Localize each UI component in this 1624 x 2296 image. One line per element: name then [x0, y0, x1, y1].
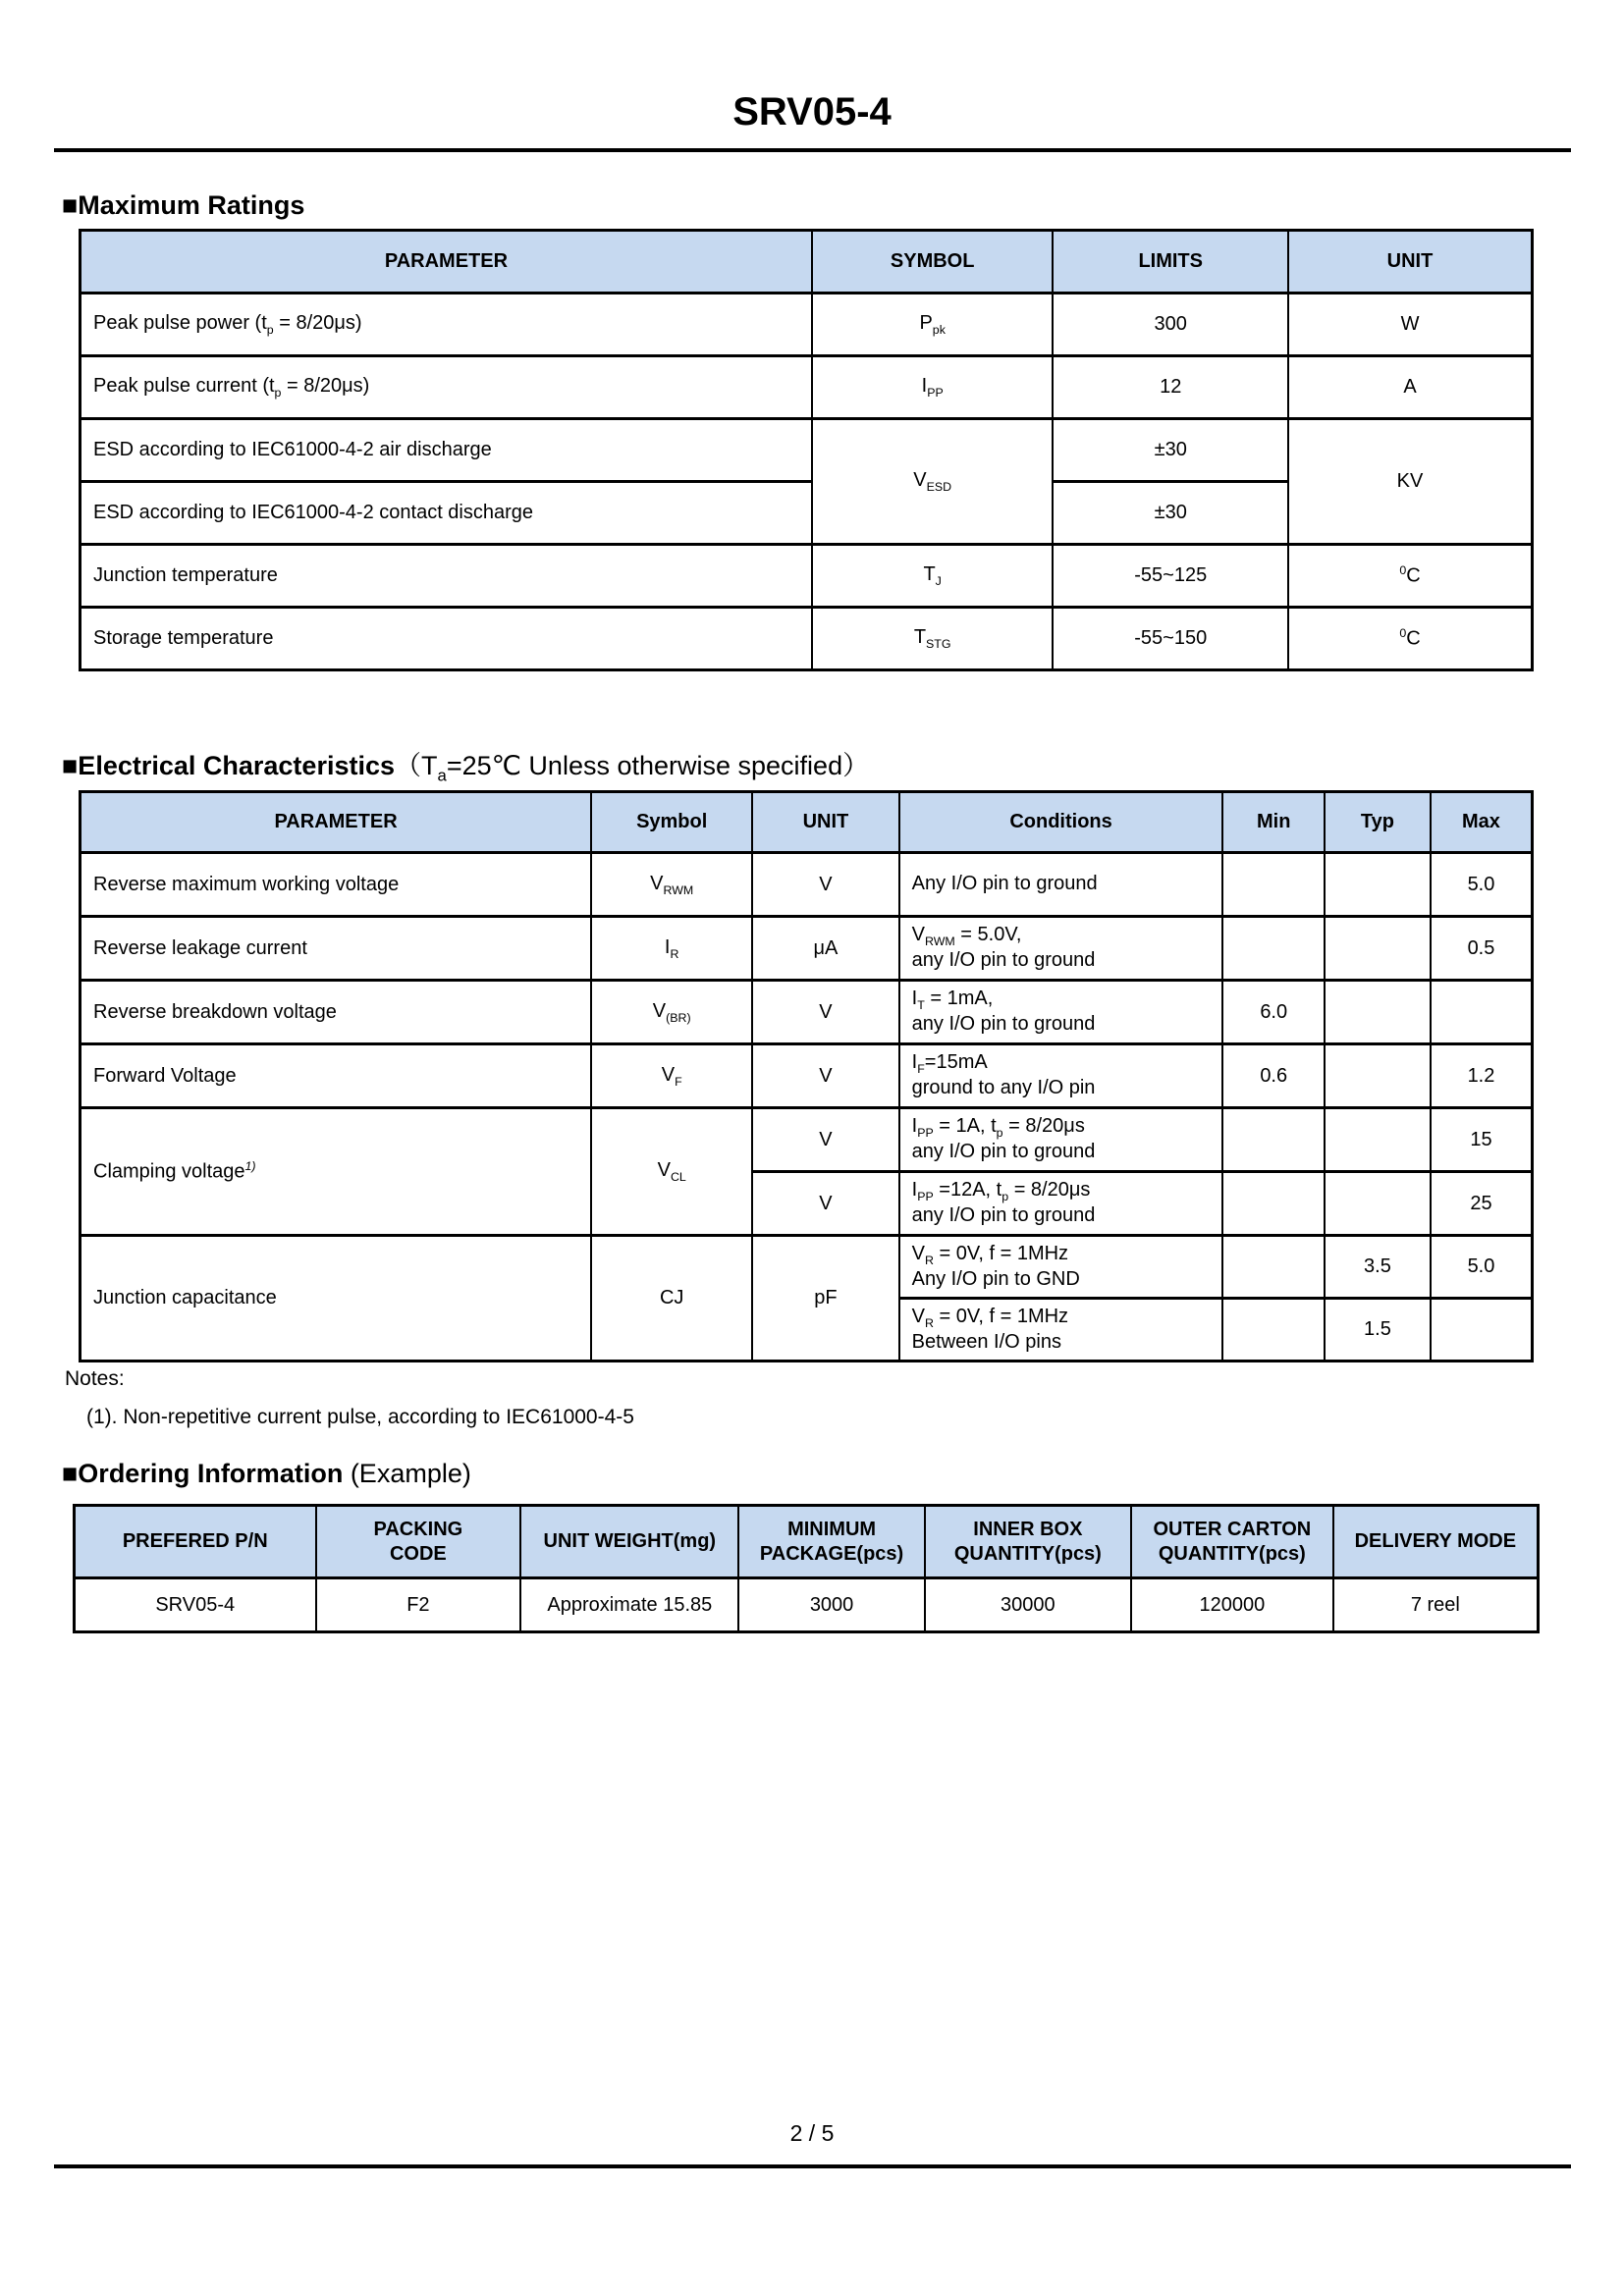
typ-cell: [1325, 981, 1431, 1044]
min-cell: [1222, 1236, 1325, 1299]
condition-text: = 0V, f = 1MHz: [933, 1242, 1069, 1264]
parameter-cell: [81, 356, 812, 419]
max-ratings-header-row: [81, 231, 1533, 294]
parameter-subscript: p: [274, 386, 282, 400]
heading-paren-rest: =25℃ Unless otherwise specified）: [446, 751, 870, 780]
table-row: [81, 853, 1533, 917]
symbol-cell: [812, 419, 1054, 545]
condition-line: any I/O pin to ground: [911, 1141, 1096, 1163]
symbol-subscript: pk: [932, 323, 946, 337]
condition-text: = 1A, t: [933, 1115, 997, 1138]
condition-line: [912, 1051, 1215, 1077]
condition-subscript: p: [996, 1126, 1003, 1141]
condition-text: V: [911, 1242, 925, 1264]
unit-cell: V: [752, 1172, 898, 1236]
parameter-cell: Storage temperature: [81, 608, 812, 670]
unit-cell: pF: [752, 1236, 898, 1362]
limits-cell: ±30: [1053, 419, 1288, 482]
condition-line: [912, 1243, 1215, 1268]
condition-subscript: F: [917, 1062, 925, 1077]
condition-line: any I/O pin to ground: [911, 949, 1096, 972]
column-header-symbol: SYMBOL: [812, 231, 1054, 294]
max-cell: 5.0: [1431, 1236, 1533, 1299]
header-text: PACKING CODE: [373, 1518, 463, 1565]
column-header-unit-weight: [520, 1506, 738, 1578]
table-row: [81, 1108, 1533, 1172]
unit-cell: V: [752, 981, 898, 1044]
symbol-cell: [591, 853, 752, 917]
min-cell: [1222, 917, 1325, 981]
column-header-symbol: Symbol: [591, 792, 752, 853]
parameter-cell: Junction temperature: [81, 545, 812, 608]
unit-text: C: [1406, 627, 1421, 650]
symbol-cell: CJ: [591, 1236, 752, 1362]
max-cell: 15: [1431, 1108, 1533, 1172]
table-row: [81, 1044, 1533, 1108]
unit-cell: V: [752, 1108, 898, 1172]
symbol-subscript: CL: [670, 1170, 686, 1184]
typ-cell: [1325, 853, 1431, 917]
symbol-subscript: RWM: [663, 882, 694, 897]
condition-line: [912, 1115, 1215, 1141]
column-header-parameter: PARAMETER: [81, 792, 592, 853]
parameter-cell: ESD according to IEC61000-4-2 contact discharge: [81, 482, 812, 545]
column-header-prefered-pn: [75, 1506, 316, 1578]
condition-text: V: [911, 924, 925, 946]
unit-cell: W: [1288, 294, 1532, 356]
max-cell: 1.2: [1431, 1044, 1533, 1108]
min-cell: [1222, 1299, 1325, 1362]
typ-cell: [1325, 1172, 1431, 1236]
unit-cell: [1288, 608, 1532, 670]
parameter-cell: ESD according to IEC61000-4-2 air discharge: [81, 419, 812, 482]
condition-line: [912, 988, 1215, 1013]
notes-label: Notes:: [65, 1367, 125, 1390]
conditions-cell: [899, 1108, 1223, 1172]
parameter-cell: [81, 294, 812, 356]
column-header-unit: UNIT: [1288, 231, 1532, 294]
unit-cell: μA: [752, 917, 898, 981]
condition-subscript: RWM: [924, 934, 955, 949]
table-row: [81, 917, 1533, 981]
unit-cell: A: [1288, 356, 1532, 419]
symbol-base: T: [913, 626, 927, 648]
heading-example-text: (Example): [343, 1459, 471, 1488]
note-item: (1). Non-repetitive current pulse, according to IEC61000-4-5: [86, 1406, 634, 1428]
typ-cell: 1.5: [1325, 1299, 1431, 1362]
parameter-text: = 8/20μs): [273, 312, 362, 334]
header-text: INNER BOX QUANTITY(pcs): [953, 1518, 1102, 1565]
page-number: 2 / 5: [789, 2120, 835, 2146]
heading-condition-text: [395, 751, 870, 785]
table-row: [81, 608, 1533, 670]
conditions-cell: [899, 853, 1223, 917]
condition-line: [912, 1179, 1215, 1204]
unit-cell: V: [752, 1044, 898, 1108]
ordering-header-row: [75, 1506, 1539, 1578]
condition-text: I: [911, 988, 918, 1010]
table-row: [81, 294, 1533, 356]
symbol-subscript: J: [935, 574, 942, 588]
condition-subscript: PP: [917, 1126, 934, 1141]
parameter-subscript: p: [266, 323, 274, 337]
heading-bold-text: ■Electrical Characteristics: [62, 751, 395, 780]
header-divider: [54, 148, 1571, 152]
page-title: SRV05-4: [732, 90, 892, 133]
unit-superscript: 0: [1399, 563, 1407, 578]
table-row: [81, 545, 1533, 608]
maximum-ratings-table: [79, 229, 1534, 671]
table-row: [81, 981, 1533, 1044]
limits-cell: -55~150: [1053, 608, 1288, 670]
symbol-cell: [812, 356, 1054, 419]
symbol-subscript: (BR): [666, 1010, 691, 1025]
header-text: DELIVERY MODE: [1354, 1530, 1517, 1553]
symbol-cell: [591, 1044, 752, 1108]
parameter-cell: Reverse leakage current: [81, 917, 592, 981]
section-heading-maximum-ratings: ■Maximum Ratings: [62, 190, 305, 220]
min-cell: 0.6: [1222, 1044, 1325, 1108]
parameter-cell: Reverse maximum working voltage: [81, 853, 592, 917]
condition-text: = 0V, f = 1MHz: [933, 1305, 1069, 1327]
header-text: MINIMUM PACKAGE(pcs): [759, 1518, 904, 1565]
header-text: PREFERED P/N: [122, 1530, 268, 1553]
conditions-cell: [899, 1172, 1223, 1236]
parameter-cell: [81, 1108, 592, 1236]
condition-subscript: p: [1001, 1190, 1009, 1204]
symbol-subscript: F: [675, 1074, 682, 1089]
parameter-text: Peak pulse current (t: [93, 375, 275, 397]
typ-cell: [1325, 1044, 1431, 1108]
condition-line: any I/O pin to ground: [911, 1204, 1096, 1227]
delivery-mode-cell: 7 reel: [1333, 1578, 1539, 1632]
parameter-text: Clamping voltage: [93, 1160, 245, 1183]
column-header-unit: UNIT: [752, 792, 898, 853]
condition-line: Between I/O pins: [911, 1330, 1061, 1353]
symbol-subscript: R: [670, 946, 679, 961]
symbol-base: I: [664, 935, 671, 958]
condition-text: I: [911, 1115, 918, 1138]
max-cell: 25: [1431, 1172, 1533, 1236]
max-cell: 5.0: [1431, 853, 1533, 917]
column-header-min: Min: [1222, 792, 1325, 853]
condition-text: =15mA: [924, 1051, 988, 1074]
condition-text: =12A, t: [933, 1179, 1002, 1201]
limits-cell: ±30: [1053, 482, 1288, 545]
symbol-cell: [591, 917, 752, 981]
typ-cell: [1325, 917, 1431, 981]
section-heading-ordering-information: [62, 1459, 471, 1489]
column-header-parameter: PARAMETER: [81, 231, 812, 294]
heading-paren-open: （T: [395, 751, 438, 780]
unit-text: C: [1406, 564, 1421, 587]
condition-subscript: R: [924, 1315, 934, 1330]
footer-divider: [54, 2164, 1571, 2168]
symbol-base: T: [923, 563, 936, 585]
table-row: [81, 419, 1533, 482]
symbol-subscript: ESD: [926, 480, 952, 494]
unit-cell: KV: [1288, 419, 1532, 545]
min-cell: [1222, 1108, 1325, 1172]
condition-text: V: [911, 1305, 925, 1327]
unit-cell: V: [752, 853, 898, 917]
condition-text: = 8/20μs: [1002, 1115, 1085, 1138]
conditions-cell: [899, 1044, 1223, 1108]
ordering-information-table: [73, 1504, 1540, 1633]
max-cell: [1431, 1299, 1533, 1362]
conditions-cell: [899, 1236, 1223, 1299]
condition-text: I: [911, 1051, 918, 1074]
limits-cell: -55~125: [1053, 545, 1288, 608]
outer-carton-quantity-cell: 120000: [1131, 1578, 1333, 1632]
limits-cell: 300: [1053, 294, 1288, 356]
condition-text: I: [911, 1179, 918, 1201]
header-text: UNIT WEIGHT(mg): [543, 1530, 717, 1553]
symbol-subscript: PP: [927, 386, 944, 400]
symbol-cell: [591, 981, 752, 1044]
typ-cell: [1325, 1108, 1431, 1172]
parameter-footnote-superscript: 1): [244, 1159, 256, 1174]
condition-text: = 8/20μs: [1008, 1179, 1091, 1201]
column-header-limits: LIMITS: [1053, 231, 1288, 294]
section-heading-electrical-characteristics: [62, 744, 869, 785]
symbol-cell: [812, 545, 1054, 608]
symbol-cell: [591, 1108, 752, 1236]
column-header-inner-box-quantity: [925, 1506, 1131, 1578]
minimum-package-cell: 3000: [738, 1578, 924, 1632]
prefered-pn-cell: SRV05-4: [75, 1578, 316, 1632]
parameter-text: Peak pulse power (t: [93, 312, 267, 334]
parameter-cell: Junction capacitance: [81, 1236, 592, 1362]
symbol-base: I: [921, 375, 928, 397]
condition-text: = 5.0V,: [954, 924, 1022, 946]
unit-superscript: 0: [1399, 626, 1407, 641]
max-cell: 0.5: [1431, 917, 1533, 981]
column-header-delivery-mode: [1333, 1506, 1539, 1578]
conditions-cell: [899, 917, 1223, 981]
inner-box-quantity-cell: 30000: [925, 1578, 1131, 1632]
symbol-cell: [812, 294, 1054, 356]
ordering-data-row: [75, 1578, 1539, 1632]
parameter-text: = 8/20μs): [281, 375, 370, 397]
condition-subscript: T: [917, 998, 925, 1013]
column-header-max: Max: [1431, 792, 1533, 853]
condition-text: = 1mA,: [924, 988, 994, 1010]
table-row: [81, 1236, 1533, 1299]
column-header-outer-carton-quantity: [1131, 1506, 1333, 1578]
unit-cell: [1288, 545, 1532, 608]
min-cell: [1222, 853, 1325, 917]
condition-line: Any I/O pin to ground: [911, 873, 1098, 895]
column-header-typ: Typ: [1325, 792, 1431, 853]
heading-ta-subscript: a: [437, 766, 447, 785]
condition-line: Any I/O pin to GND: [911, 1267, 1080, 1290]
parameter-cell: Reverse breakdown voltage: [81, 981, 592, 1044]
packing-code-cell: F2: [316, 1578, 521, 1632]
condition-line: [912, 1306, 1215, 1331]
unit-weight-cell: Approximate 15.85: [520, 1578, 738, 1632]
symbol-subscript: STG: [926, 637, 951, 651]
condition-line: ground to any I/O pin: [911, 1077, 1096, 1099]
symbol-base: V: [650, 872, 664, 894]
symbol-base: P: [919, 312, 933, 334]
condition-line: any I/O pin to ground: [911, 1013, 1096, 1036]
parameter-cell: Forward Voltage: [81, 1044, 592, 1108]
symbol-base: V: [913, 469, 927, 491]
symbol-base: V: [652, 999, 667, 1022]
condition-subscript: PP: [917, 1190, 934, 1204]
condition-line: [912, 924, 1215, 949]
conditions-cell: [899, 981, 1223, 1044]
max-cell: [1431, 981, 1533, 1044]
column-header-packing-code: [316, 1506, 521, 1578]
min-cell: 6.0: [1222, 981, 1325, 1044]
header-text: OUTER CARTON QUANTITY(pcs): [1153, 1518, 1312, 1565]
heading-bold-text: ■Ordering Information: [62, 1459, 344, 1488]
min-cell: [1222, 1172, 1325, 1236]
table-row: [81, 356, 1533, 419]
limits-cell: 12: [1053, 356, 1288, 419]
column-header-minimum-package: [738, 1506, 924, 1578]
condition-subscript: R: [924, 1253, 934, 1267]
electrical-characteristics-table: [79, 790, 1534, 1362]
typ-cell: 3.5: [1325, 1236, 1431, 1299]
conditions-cell: [899, 1299, 1223, 1362]
column-header-conditions: Conditions: [899, 792, 1223, 853]
symbol-base: V: [661, 1063, 676, 1086]
symbol-base: V: [657, 1159, 671, 1181]
symbol-cell: [812, 608, 1054, 670]
elec-header-row: [81, 792, 1533, 853]
